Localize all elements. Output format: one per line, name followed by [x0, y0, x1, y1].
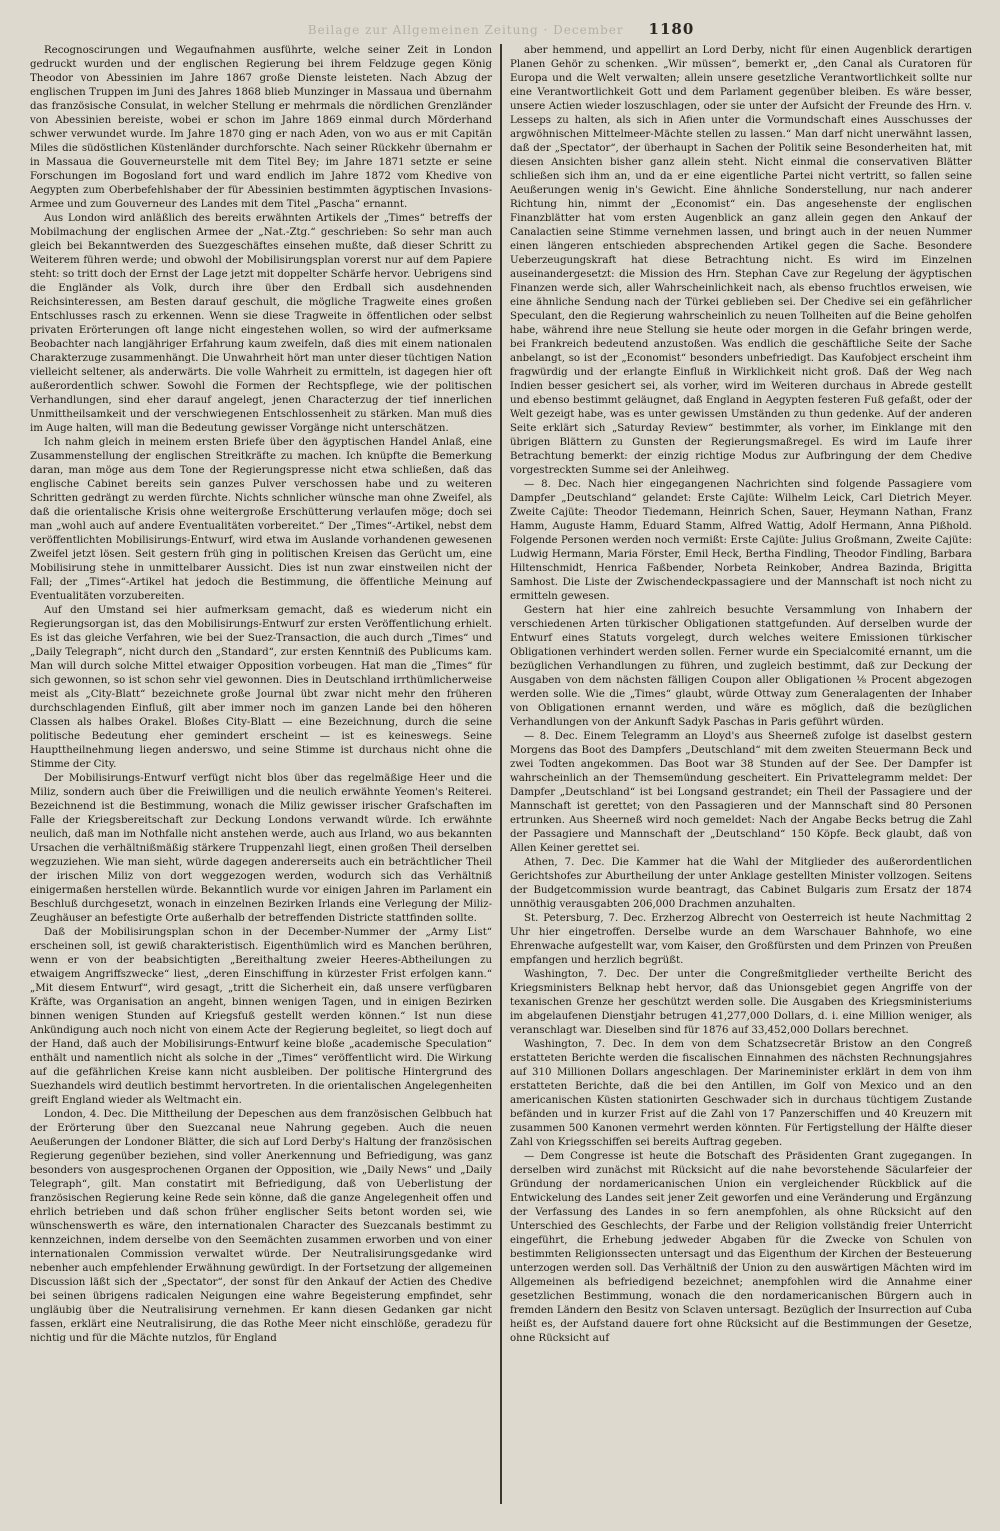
article-athen: Athen, 7. Dec. Die Kammer hat die Wahl der Mitglieder des außerordentlichen Gerichtshofes zur Aburtheilung der unter Anklage gestellten Minister vollzogen. Seitens der Budgetcommission wurde beantragt, das Cabinet Bulgaris zum Ersatz der 1874 unnöthig verausgabten 206,000 Drachmen anzuhalten. [510, 857, 973, 910]
page-number: 1180 [648, 20, 695, 38]
article-st-petersburg: St. Petersburg, 7. Dec. Erzherzog Albrecht von Oesterreich ist heute Nachmittag 2 Uhr hier eingetroffen. Derselbe wurde an dem Warschauer Bahnhofe, wo eine Ehrenwache aufgestellt war, vom Kaiser, den Großfürsten und dem Prinzen von Preußen empfangen und herzlich begrüßt. [510, 913, 973, 966]
right-column [510, 44, 972, 1504]
article-washington-bristow: Washington, 7. Dec. In dem von dem Schatzsecretär Bristow an den Congreß erstatteten Berichte werden die fiscalischen Einnahmen des nächsten Rechnungsjahres auf 310 Millionen Dollars angeschlagen. Der Marineminister erklärt in dem von ihm erstatteten Berichte, daß die bei den Antillen, im Golf von Mexico und an den americanischen Küsten stationirten Geschwader sich in durchaus tüchtigem Zustande befänden und in kurzer Frist auf die Zahl von 17 Panzerschiffen und 40 Kreuzern mit zusammen 500 Kanonen vermehrt werden könnten. Für Fertigstellung der Hälfte dieser Zahl von Kriegsschiffen sei bereits Auftrag gegeben. [510, 1039, 973, 1148]
article-sheerness-telegram: — 8. Dec. Einem Telegramm an Lloyd's aus Sheerneß zufolge ist daselbst gestern Morgens das Boot des Dampfers „Deutschland“ mit dem zweiten Steuermann Beck und zwei Todten angekommen. Das Boot war 38 Stunden auf der See. Der Dampfer ist wahrscheinlich an der Themsemündung gescheitert. Ein Privattelegramm meldet: Der Dampfer „Deutschland“ ist bei Longsand gestrandet; ein Theil der Passagiere und der Mannschaft ist gerettet; von den Passagieren und der Mannschaft sind 80 Personen ertrunken. Aus Sheerneß wird noch gemeldet: Nach der Angabe Becks betrug die Zahl der Passagiere und Mannschaft der „Deutschland“ 150 Köpfe. Beck glaubt, daß von Allen Keiner gerettet sei. [510, 731, 973, 854]
article-grant-message: — Dem Congresse ist heute die Botschaft des Präsidenten Grant zugegangen. In derselben wird zunächst mit Rücksicht auf die nahe bevorstehende Säcularfeier der Gründung der nordamericanischen Union ein vergleichender Rückblick auf die Entwickelung des Landes seit jener Zeit geworfen und eine Veränderung und Ergänzung der Verfassung des Landes in so fern anempfohlen, als ohne Rücksicht auf den Unterschied des Geschlechts, der Farbe und der Religion vollständig freier Unterricht eingeführt, die Erhebung jedweder Abgaben für die Zwecke von Schulen von bestimmten Religionssecten untersagt und das Eigenthum der Kirchen der Besteuerung unterzogen werden soll. Das Verhältniß der Union zu den auswärtigen Mächten wird im Allgemeinen als befriedigend bezeichnet; anempfohlen wird die Annahme einer gesetzlichen Bestimmung, wonach die den nordamericanischen Bürgern auch in fremden Ländern den Besitz von Sclaven untersagt. Bezüglich der Insurrection auf Cuba heißt es, der Aufstand dauere fort ohne Rücksicht auf die Bestimmungen der Gesetze, ohne Rücksicht auf [510, 1151, 973, 1344]
article-deutschland-passengers: — 8. Dec. Nach hier eingegangenen Nachrichten sind folgende Passagiere vom Dampfer „Deutschland“ gelandet: Erste Cajüte: Wilhelm Leick, Carl Dietrich Meyer. Zweite Cajüte: Theodor Tiedemann, Heinrich Schen, Sauer, Heymann Nathan, Franz Hamm, Auguste Hamm, Eduard Stamm, Alfred Wattig, Adolf Hermann, Anna Pißhold. Folgende Personen werden noch vermißt: Erste Cajüte: Julius Großmann, Zweite Cajüte: Ludwig Hermann, Maria Förster, Emil Heck, Bertha Findling, Theodor Findling, Barbara Hiltenschmidt, Henrica Faßbender, Norbeta Reinkober, Andrea Bazinda, Brigitta Samhost. Die Liste der Zwischendeckpassagiere und der Mannschaft ist noch nicht zu ermitteln gewesen. [510, 479, 973, 602]
paragraph-streitkraefte: Ich nahm gleich in meinem ersten Briefe über den ägyptischen Handel Anlaß, eine Zusammenstellung der englischen Streitkräfte zu machen. Ich knüpfte die Bemerkung daran, man möge aus dem Tone der Regierungspresse nicht etwa schließen, daß das englische Cabinet bereits sein ganzes Pulver verschossen habe und zu weiteren Schritten gedrängt zu werden fürchte. Nichts schnlicher wünsche man ohne Zweifel, als daß die orientalische Krisis ohne weitergroße Erschütterung verlaufen möge; doch sei man „wohl auch auf andere Eventualitäten vorbereitet.“ Der „Times“-Artikel, nebst dem veröffentlichten Mobilisirungs-Entwurf, wird etwa im Auslande vorhandenen gewesenen Zweifel jetzt lösen. Seit gestern früh ging in politischen Kreisen das Gerücht um, eine Mobilisirung stehe in unmittelbarer Aussicht. Dies ist nun zwar einstweilen nicht der Fall; der „Times“-Artikel hat jedoch die Bestimmung, die öffentliche Meinung auf Eventualitäten vorzubereiten. [30, 437, 493, 602]
article-munzinger: Recognoscirungen und Wegaufnahmen ausführte, welche seiner Zeit in London gedruckt wurden und der englischen Regierung bei ihrem Feldzuge gegen König Theodor von Abessinien im Jahre 1867 große Dienste leisteten. Nach Abzug der englischen Truppen im Juni des Jahres 1868 blieb Munzinger in Massaua und übernahm das französische Consulat, in welcher Stellung er mehrmals die nördlichen Grenzländer von Abessinien bereiste, wobei er schon im Jahre 1869 einmal durch Mörderhand schwer verwundet wurde. Im Jahre 1870 ging er nach Aden, von wo aus er mit Capitän Miles die südöstlichen Küstenländer durchforschte. Nach seiner Rückkehr übernahm er in Massaua die Gouverneurstelle mit dem Titel Bey; im Jahre 1871 setzte er seine Forschungen im Bogosland fort und ward endlich im Jahre 1872 vom Khedive von Aegypten zum Oberbefehlshaber der für Abessinien bestimmten ägyptischen Invasions-Armee und zum Gouverneur des Landes mit dem Titel „Pascha“ ernannt. [30, 45, 493, 210]
paragraph-mobilisirungs-entwurf: Der Mobilisirungs-Entwurf verfügt nicht blos über das regelmäßige Heer und die Miliz, sondern auch über die Freiwilligen und die neulich erwähnte Yeomen's Reiterei. Bezeichnend ist die Bestimmung, wonach die Miliz gewisser irischer Grafschaften im Falle der Kriegsbereitschaft zur Deckung Londons verwandt würde. Ich erwähnte neulich, daß man im Nothfalle nicht anstehen werde, auch aus Irland, wo aus bekannten Ursachen die verhältnißmäßig stärkere Truppenzahl liegt, einen großen Theil derselben wegzuziehen. Wie man sieht, würde dagegen andererseits auch ein beträchtlicher Theil der irischen Miliz von dort weggezogen werden, wodurch sich das Verhältniß einigermaßen herstellen würde. Bekanntlich wurde vor einigen Jahren im Parlament ein Beschluß durchgesetzt, wonach in einzelnen Bezirken Irlands eine Verlegung der Miliz-Zeughäuser an befestigte Orte außerhalb der betreffenden Districte stattfinden sollte. [30, 773, 493, 924]
paragraph-army-list: Daß der Mobilisirungsplan schon in der December-Nummer der „Army List“ erscheinen soll, ist gewiß charakteristisch. Eigenthümlich wird es Manchen berühren, wenn er von der beabsichtigten „Bereithaltung zweier Heeres-Abtheilungen zu etwaigem Angriffszwecke“ liest, „deren Einschiffung in kürzester Frist erfolgen kann.“ „Mit diesem Entwurf“, wird gesagt, „tritt die Sicherheit ein, daß unsere verfügbaren Kräfte, was Organisation an angeht, binnen wenigen Tagen, und in einigen Bezirken binnen wenigen Stunden auf Kriegsfuß gestellt werden können.“ Ist nun diese Ankündigung auch noch nicht von einem Acte der Regierung begleitet, so liegt doch auf der Hand, daß auch der Mobilisirungs-Entwurf keine bloße „academische Speculation“ enthält und namentlich nicht als solche in der „Times“ veröffentlicht wird. Die Wirkung auf die gefährlichen Kreise kann nicht ausbleiben. Der politische Hintergrund des Suezhandels wird deutlich bestimmt hervortreten. In die orientalischen Angelegenheiten greift England wieder als Weltmacht ein. [30, 927, 493, 1106]
running-title: Beilage zur Allgemeinen Zeitung · December [307, 23, 624, 37]
article-london-mobilisation: Aus London wird anläßlich des bereits erwähnten Artikels der „Times“ betreffs der Mobilmachung der englischen Armee der „Nat.-Ztg.“ geschrieben: So sehr man auch gleich bei Bekanntwerden des Suezgeschäftes einsehen mußte, daß dieser Schritt zu Weiterem führen werde; und obwohl der Mobilisirungsplan vorerst nur auf dem Papiere steht: so tritt doch der Ernst der Lage jetzt mit doppelter Schärfe hervor. Uebrigens sind die Engländer als Volk, durch ihre über den Erdball sich ausdehnenden Reichsinteressen, am Besten darauf geschult, die mögliche Tragweite eines großen Entschlusses rasch zu erkennen. Wenn sie diese Tragweite in öffentlichen oder selbst privaten Erörterungen oft lange nicht eingestehen wollen, so wird der aufmerksame Beobachter nach langjähriger Erfahrung kaum zweifeln, daß dies mit einem nationalen Charakterzuge zusammenhängt. Die Unwahrheit hört man unter dieser tüchtigen Nation vielleicht seltener, als anderwärts. Die volle Wahrheit zu ermitteln, ist dagegen hier oft außerordentlich schwer. Sowohl die Formen der Rechtspflege, wie der politischen Verhandlungen, sind eher darauf angelegt, jenen Characterzug der tief innerlichen Unmittheilsamkeit und der verschwiegenen Entschlossenheit zu stärken. Man muß dies im Auge halten, will man die Bedeutung gewisser Vorgänge nicht unterschätzen. [30, 213, 493, 434]
paragraph-tuerkische-obligationen: Gestern hat hier eine zahlreich besuchte Versammlung von Inhabern der verschiedenen Arten türkischer Obligationen stattgefunden. Auf derselben wurde der Entwurf eines Statuts vorgelegt, durch welches weitere Emissionen türkischer Obligationen verhindert werden sollen. Ferner wurde ein Specialcomité ernannt, um die bezüglichen Verhandlungen zu führen, und zugleich bestimmt, daß zur Deckung der Ausgaben von dem nächsten fälligen Coupon aller Obligationen ⅛ Procent abgezogen werden solle. Wie die „Times“ glaubt, würde Ottway zum Generalagenten der Inhaber von Obligationen ernannt werden, und wäre es möglich, daß die bezüglichen Verhandlungen von der Ankunft Sadyk Paschas in Paris geführt würden. [510, 605, 973, 728]
article-washington-belknap: Washington, 7. Dec. Der unter die Congreßmitglieder vertheilte Bericht des Kriegsministers Belknap hebt hervor, daß das Unionsgebiet gegen Angriffe von der texanischen Grenze her geschützt werden solle. Die Ausgaben des Kriegsministeriums im abgelaufenen Dienstjahr betrugen 41,277,000 Dollars, d. i. eine Million weniger, als veranschlagt war. Dieselben sind für 1876 auf 33,452,000 Dollars berechnet. [510, 969, 973, 1036]
column-rule [500, 44, 502, 1504]
article-london-4-dec: London, 4. Dec. Die Mittheilung der Depeschen aus dem französischen Gelbbuch hat der Erörterung über den Suezcanal neue Nahrung gegeben. Auch die neuen Aeußerungen der Londoner Blätter, die sich auf Lord Derby's Haltung der französischen Regierung gegenüber beziehen, sind voller Anerkennung und Befriedigung, was ganz besonders von ausgesprochenen Organen der Opposition, wie „Daily News“ und „Daily Telegraph“, gilt. Man constatirt mit Befriedigung, daß von Ueberlistung der französischen Regierung keine Rede sein könne, daß die ganze Angelegenheit offen und ehrlich betrieben und daß schon früher englischer Seits betont worden sei, wie wünschenswerth es wäre, den internationalen Character des Suezcanals bestimmt zu kennzeichnen, indem derselbe von den Seemächten zusammen erworben und von einer internationalen Commission verwaltet würde. Der Neutralisirungsgedanke wird nebenher auch empfehlender Erwähnung gewürdigt. In der Fortsetzung der allgemeinen Discussion läßt sich der „Spectator“, der sonst für den Ankauf der Actien des Chedive bei seinen übrigens radicalen Neigungen eine wahre Begeisterung empfindet, sehr ungläubig über die Neutralisirung vernehmen. Er kann diesen Gedanken gar nicht fassen, erklärt eine Neutralisirung, die das Rothe Meer nicht einschlöße, geradezu für nichtig und für die Mächte nutzlos, für England [30, 1109, 493, 1344]
page-header [30, 14, 972, 44]
columns [30, 44, 972, 1504]
paragraph-regierungsorgan: Auf den Umstand sei hier aufmerksam gemacht, daß es wiederum nicht ein Regierungsorgan ist, das den Mobilisirungs-Entwurf zur ersten Veröffentlichung erhielt. Es ist das gleiche Verfahren, wie bei der Suez-Transaction, die auch durch „Times“ und „Daily Telegraph“, nicht durch den „Standard“, zur ersten Kenntniß des Publicums kam. Man will durch solche Mittel etwaiger Opposition vorbeugen. Hat man die „Times“ für sich gewonnen, so ist schon sehr viel gewonnen. Dies in Deutschland irrthümlicherweise meist als „City-Blatt“ bezeichnete große Journal übt zwar nicht mehr den früheren durchschlagenden Einfluß, gilt aber immer noch im ganzen Lande bei den höheren Classen als halbes Orakel. Bloßes City-Blatt — eine Bezeichnung, durch die seine politische Bedeutung eher gemindert erscheint — ist es keineswegs. Seine Haupttheilnehmung liegen anderswo, und seine Stimme ist durchaus nicht ohne die Stimme der City. [30, 605, 493, 770]
paragraph-spectator: aber hemmend, und appellirt an Lord Derby, nicht für einen Augenblick derartigen Planen Gehör zu schenken. „Wir müssen“, bemerkt er, „den Canal als Curatoren für Europa und die Welt verwalten; allein unsere gesetzliche Verantwortlichkeit sollte nur eine Verantwortlichkeit Gott und dem Parlament gegenüber bleiben. Es wäre besser, unsere Actien wieder loszuschlagen, oder sie unter der Aufsicht der Freunde des Hrn. v. Lesseps zu halten, als sich in Afien unter die Vormundschaft eines Ausschusses der argwöhnischen Mittelmeer-Mächte stellen zu lassen.“ Man darf nicht unerwähnt lassen, daß der „Spectator“, der überhaupt in Sachen der Politik seine Besonderheiten hat, mit diesen Ansichten bisher ganz allein steht. Nicht einmal die conservativen Blätter schließen sich ihm an, und da er eine eigentliche Partei nicht vertritt, so fallen seine Aeußerungen wenig in's Gewicht. Eine ähnliche Sonderstellung, nur nach anderer Richtung hin, nimmt der „Economist“ ein. Das angesehenste der englischen Finanzblätter hat vom ersten Augenblick an ganz allein gegen den Ankauf der Canalactien seine Stimme vernehmen lassen, und bringt auch in der neuen Nummer einen längeren entschieden absprechenden Artikel gegen die Sache. Besondere Ueberzeugungskraft hat diese Betrachtung nicht. Es wird im Einzelnen auseinandergesetzt: die Mission des Hrn. Stephan Cave zur Regelung der ägyptischen Finanzen werde sich, aller Wahrscheinlichkeit nach, als ebenso fruchtlos erweisen, wie eine ähnliche Sendung nach der Türkei geblieben sei. Der Chedive sei ein gefährlicher Speculant, den die Regierung wahrscheinlich zu neuen Tollheiten auf die Beine geholfen habe, während ihre neue Stellung sie heute oder morgen in die Gefahr bringen werde, bei Frankreich bedeutend anzustoßen. Was endlich die geschäftliche Seite der Sache anbelangt, so ist der „Economist“ besonders unbefriedigt. Das Kaufobject erscheint ihm fragwürdig und der erlangte Einfluß in Wirklichkeit nicht groß. Daß der Weg nach Indien besser gesichert sei, als vorher, wird im Weiteren durchaus in Abrede gestellt und ebenso bestimmt geläugnet, daß England in Aegypten festeren Fuß gefaßt, oder der Welt gezeigt habe, was es unter gewissen Umständen zu thun gedenke. Auf der anderen Seite erklärt sich „Saturday Review“ bestimmter, als vorher, im Einklange mit den übrigen Blättern zu Gunsten der Regierungsmaßregel. Es wird im Laufe ihrer Betrachtung bemerkt: der einzig richtige Modus zur Aufbringung der dem Chedive vorgestreckten Summe sei der Anleihweg. [510, 45, 973, 476]
left-column [30, 44, 492, 1504]
